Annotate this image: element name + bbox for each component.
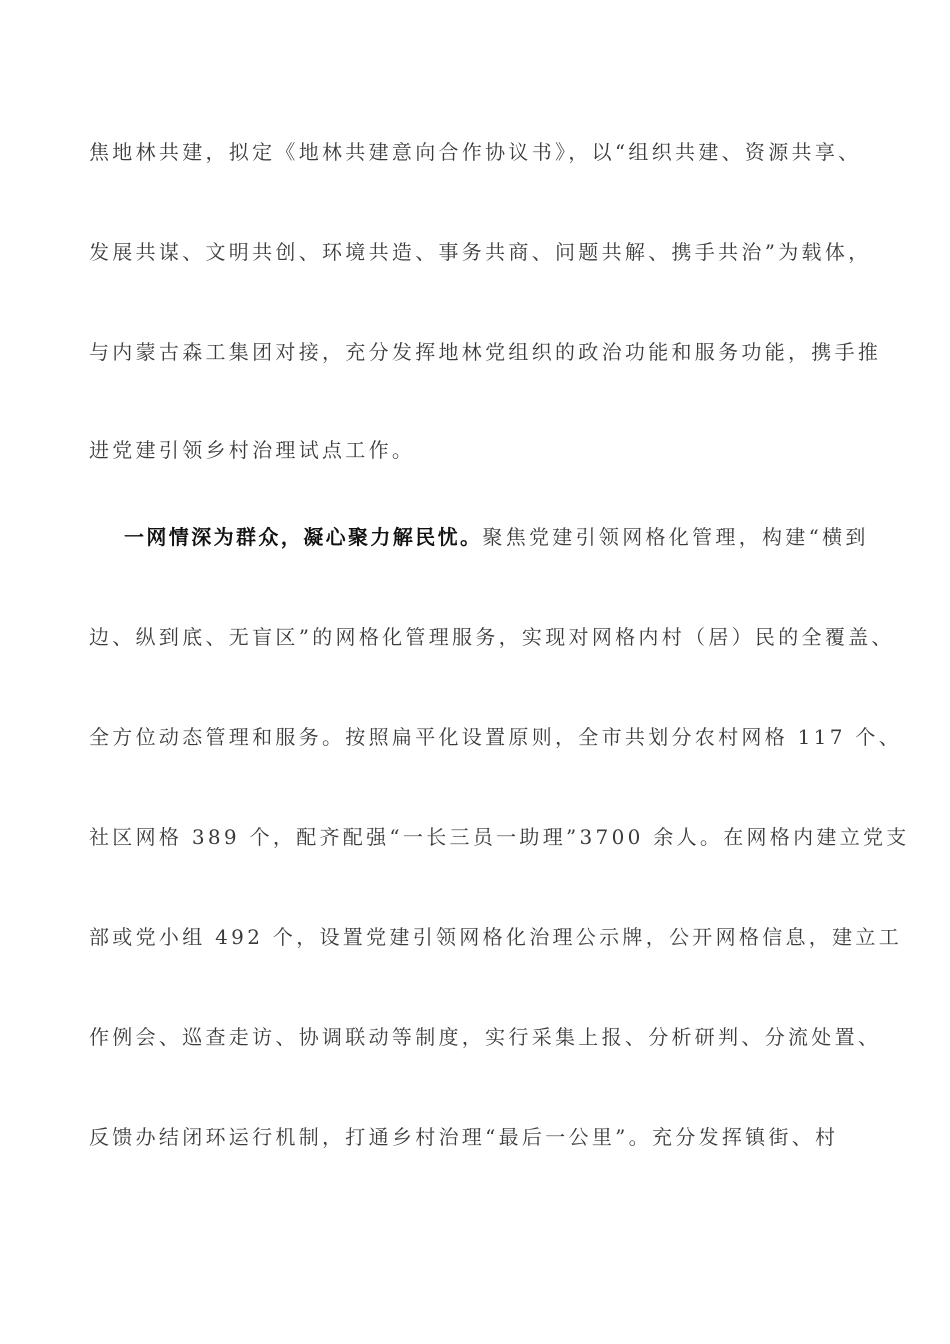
paragraph-2-first-line — [124, 525, 924, 549]
section-heading: 一网情深为群众，凝心聚力解民忧。 — [124, 525, 483, 549]
paragraph-1-line-4: 进党建引领乡村治理试点工作。 — [89, 438, 416, 462]
paragraph-2-line-7: 反馈办结闭环运行机制，打通乡村治理“最后一公里”。充分发挥镇街、村 — [89, 1125, 839, 1149]
paragraph-2-line-3: 全方位动态管理和服务。按照扁平化设置原则，全市共划分农村网格 117 个、 — [89, 725, 902, 749]
paragraph-2-line-2: 边、纵到底、无盲区”的网格化管理服务，实现对网格内村（居）民的全覆盖、 — [89, 625, 895, 649]
paragraph-1-line-2: 发展共谋、文明共创、环境共造、事务共商、问题共解、携手共治”为载体， — [89, 240, 872, 264]
paragraph-2-line-1-text: 聚焦党建引领网格化管理，构建“横到 — [482, 525, 869, 549]
paragraph-1-line-3: 与内蒙古森工集团对接，充分发挥地林党组织的政治功能和服务功能，携手推 — [89, 340, 882, 364]
paragraph-2-line-6: 作例会、巡查走访、协调联动等制度，实行采集上报、分析研判、分流处置、 — [89, 1025, 882, 1049]
paragraph-1-line-1: 焦地林共建，拟定《地林共建意向合作协议书》，以“组织共建、资源共享、 — [89, 140, 862, 164]
paragraph-2-line-5: 部或党小组 492 个，设置党建引领网格化治理公示牌，公开网格信息，建立工 — [89, 925, 902, 949]
paragraph-2-line-4: 社区网格 389 个，配齐配强“一长三员一助理”3700 余人。在网格内建立党支 — [89, 825, 910, 849]
